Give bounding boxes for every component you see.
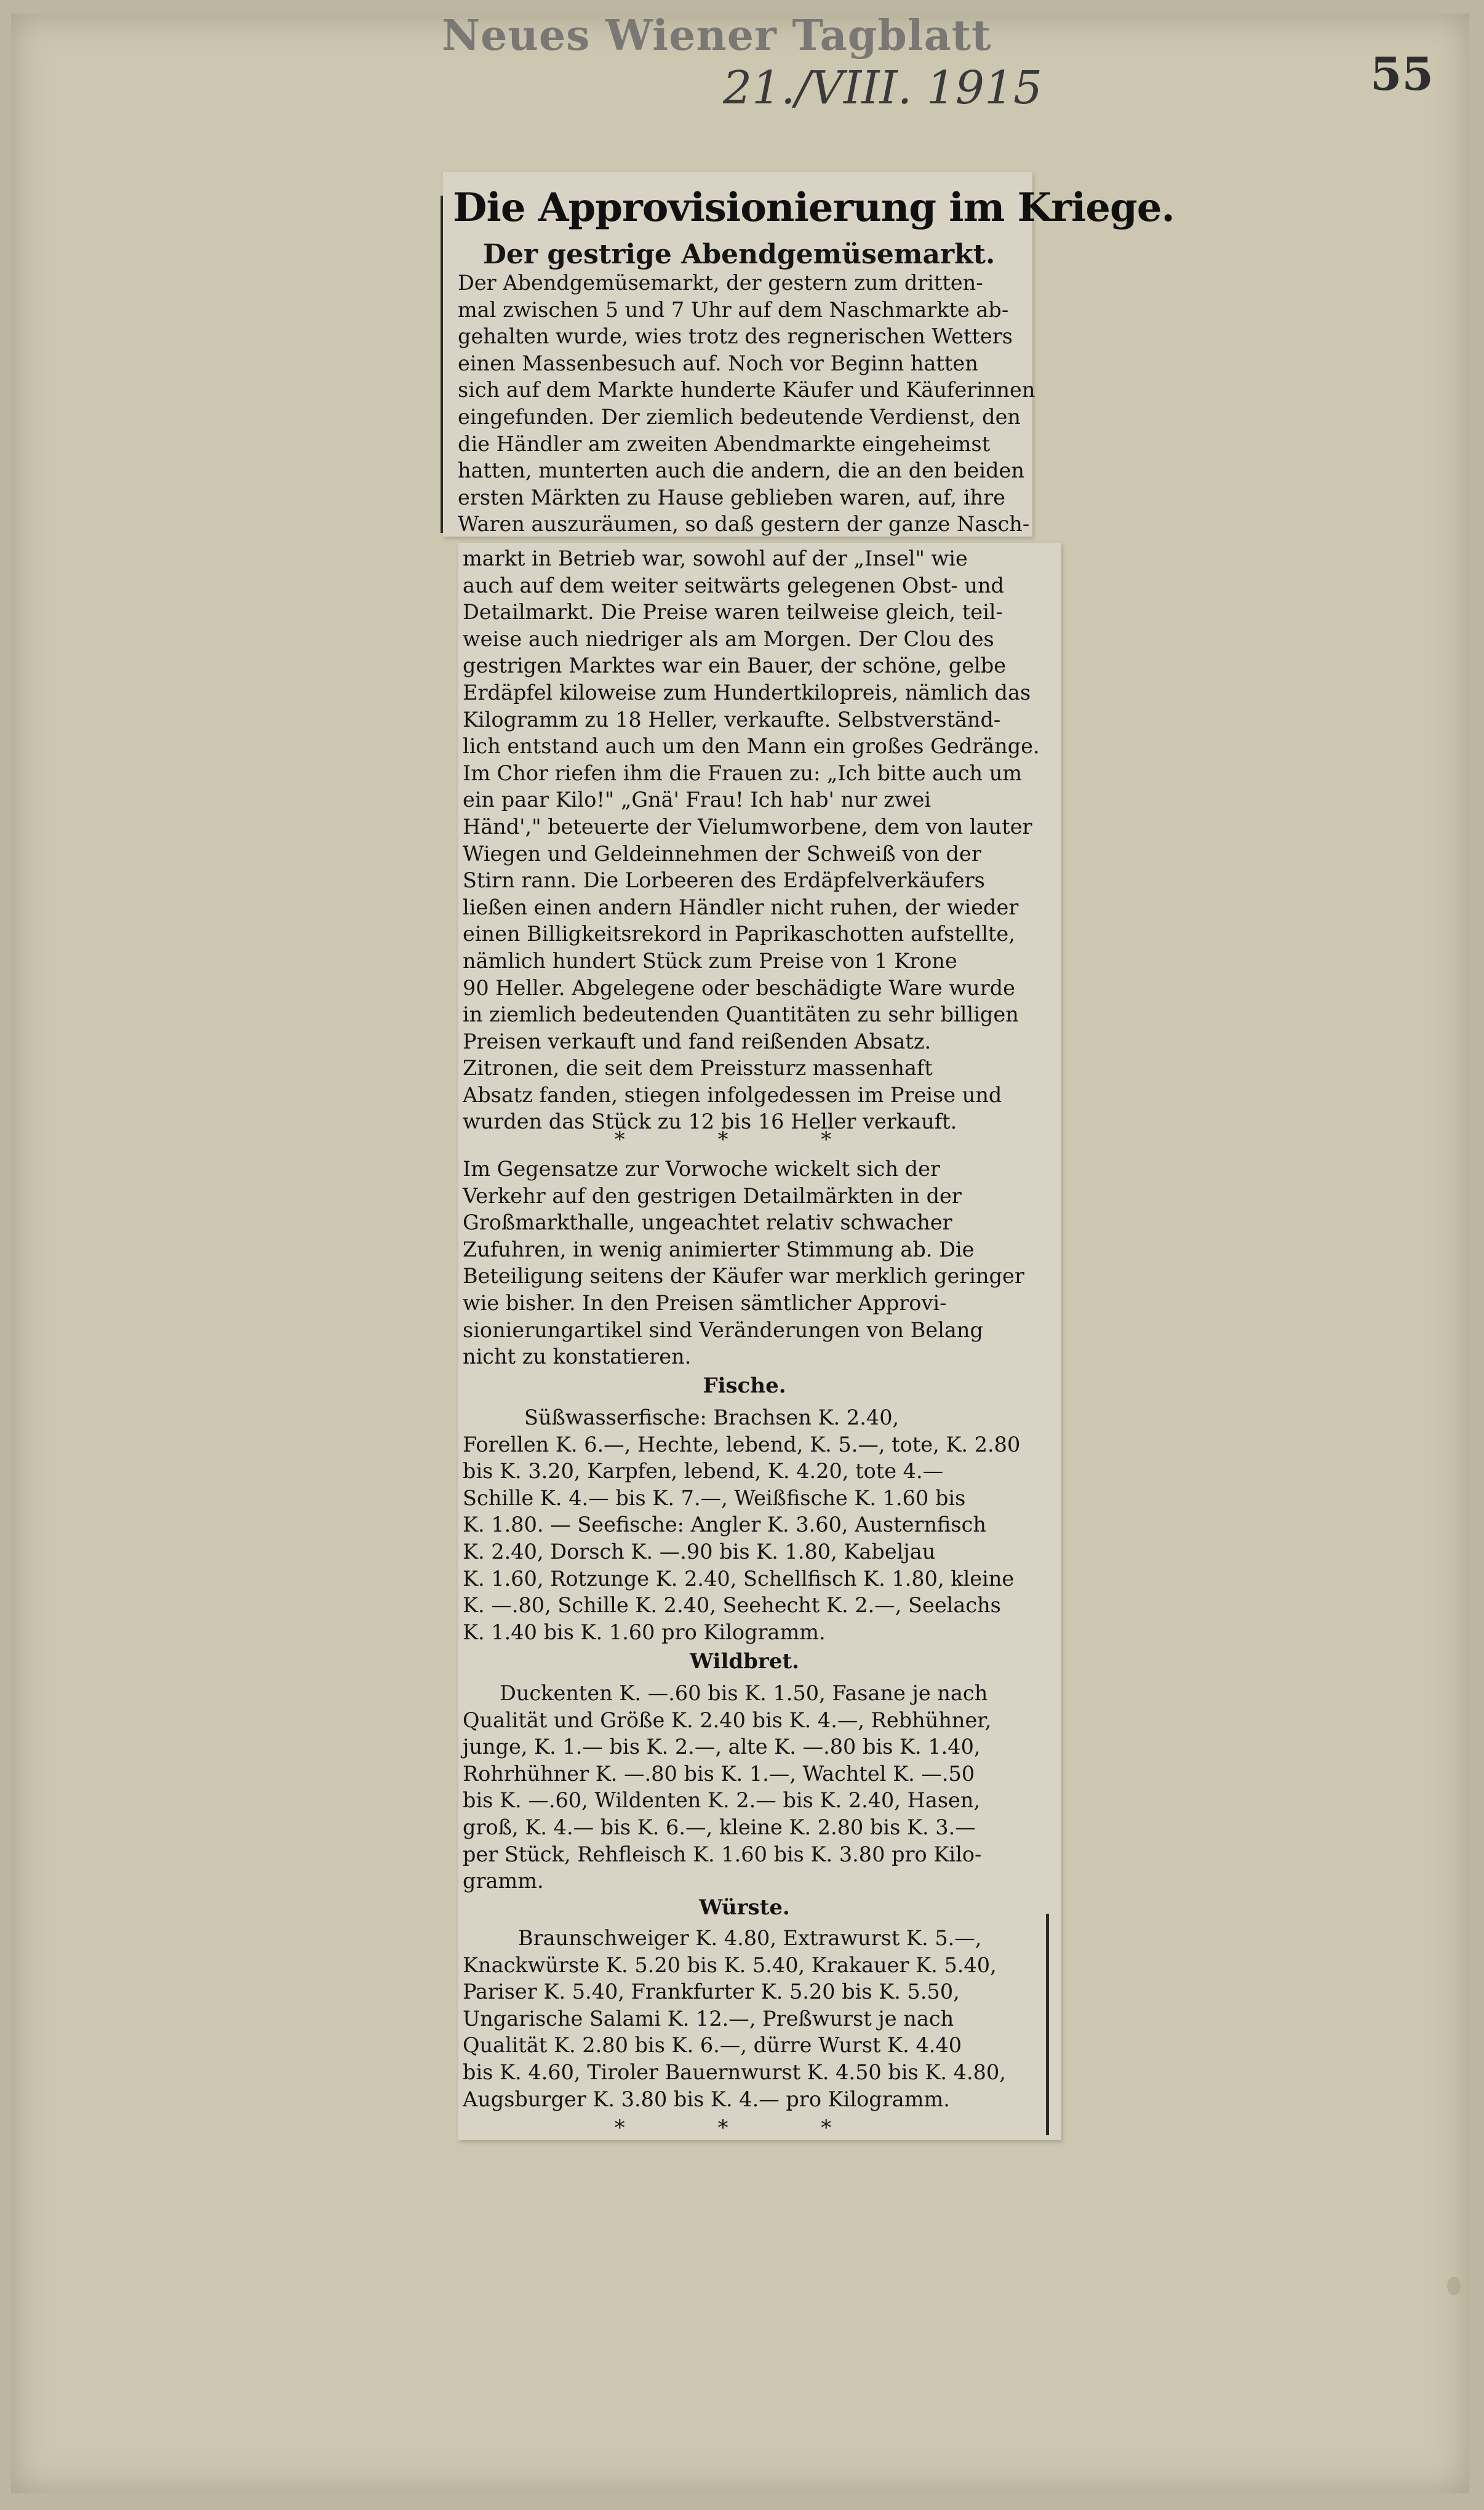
- section-heading-game: Wildbret.: [689, 1649, 800, 1674]
- text-line: Knackwürste K. 5.20 bis K. 5.40, Krakauer K. 5.40,: [463, 1952, 997, 1977]
- text-line: wurden das Stück zu 12 bis 16 Heller verkauft.: [463, 1109, 957, 1134]
- text-line: Absatz fanden, stiegen infolgedessen im Preise und: [463, 1082, 1002, 1107]
- paragraph-detailmarkt: [463, 1156, 1024, 1370]
- text-line: Preisen verkauft und fand reißenden Absatz.: [463, 1029, 931, 1053]
- text-line: per Stück, Rehfleisch K. 1.60 bis K. 3.80 pro Kilo-: [463, 1842, 982, 1866]
- text-line: Rohrhühner K. —.80 bis K. 1.—, Wachtel K. —.50: [463, 1761, 975, 1786]
- text-line: Süßwasserfische: Brachsen K. 2.40,: [524, 1405, 900, 1429]
- text-line: in ziemlich bedeutenden Quantitäten zu sehr billigen: [463, 1002, 1019, 1027]
- text-line: lich entstand auch um den Mann ein großes Gedränge.: [463, 734, 1040, 759]
- text-line: markt in Betrieb war, sowohl auf der „Insel" wie: [463, 546, 968, 570]
- text-line: Pariser K. 5.40, Frankfurter K. 5.20 bis K. 5.50,: [463, 1980, 960, 2004]
- text-line: sich auf dem Markte hunderte Käufer und Käuferinnen: [458, 378, 1035, 402]
- text-line: groß, K. 4.— bis K. 6.—, kleine K. 2.80 bis K. 3.—: [463, 1815, 976, 1839]
- text-line: Zufuhren, in wenig animierter Stimmung ab. Die: [463, 1237, 975, 1261]
- text-line: ließen einen andern Händler nicht ruhen, der wieder: [463, 895, 1019, 919]
- text-line: Im Gegensatze zur Vorwoche wickelt sich der: [463, 1157, 940, 1181]
- text-line: K. —.80, Schille K. 2.40, Seehecht K. 2.—, Seelachs: [463, 1593, 1001, 1618]
- text-line: Duckenten K. —.60 bis K. 1.50, Fasane je nach: [500, 1681, 988, 1705]
- text-line: ersten Märkten zu Hause geblieben waren, auf, ihre: [458, 485, 1005, 510]
- text-line: nicht zu konstatieren.: [463, 1345, 692, 1369]
- paper-stain: [1447, 2277, 1461, 2295]
- paragraph-market: [463, 545, 1040, 1135]
- text-line: sionierungartikel sind Veränderungen von Belang: [463, 1317, 983, 1342]
- text-line: Qualität K. 2.80 bis K. 6.—, dürre Wurst K. 4.40: [463, 2033, 962, 2058]
- text-line: mal zwischen 5 und 7 Uhr auf dem Naschmarkte ab-: [458, 297, 1009, 322]
- text-line: Verkehr auf den gestrigen Detailmärkten in der: [463, 1183, 962, 1208]
- text-line: Stirn rann. Die Lorbeeren des Erdäpfelverkäufers: [463, 868, 985, 893]
- text-line: 90 Heller. Abgelegene oder beschädigte Ware wurde: [463, 975, 1015, 1000]
- text-line: Waren auszuräumen, so daß gestern der ganze Nasch-: [458, 512, 1030, 537]
- text-line: einen Billigkeitsrekord in Paprikaschotten aufstellte,: [463, 922, 1015, 946]
- text-line: K. 1.40 bis K. 1.60 pro Kilogramm.: [463, 1620, 826, 1644]
- text-line: Erdäpfel kiloweise zum Hundertkilopreis, nämlich das: [463, 680, 1031, 705]
- article-title: Die Approvisionierung im Kriege.: [453, 185, 1175, 231]
- text-line: Schille K. 4.— bis K. 7.—, Weißfische K. 1.60 bis: [463, 1485, 966, 1510]
- text-line: junge, K. 1.— bis K. 2.—, alte K. —.80 bis K. 1.40,: [463, 1735, 981, 1759]
- text-line: hatten, munterten auch die andern, die an den beiden: [458, 458, 1024, 483]
- paragraph-game: [463, 1680, 1016, 1895]
- text-line: Ungarische Salami K. 12.—, Preßwurst je nach: [463, 2006, 954, 2031]
- text-line: Kilogramm zu 18 Heller, verkaufte. Selbstverständ-: [463, 707, 1001, 732]
- text-line: gehalten wurde, wies trotz des regnerischen Wetters: [458, 324, 1013, 349]
- text-line: Händ'," beteuerte der Vielumworbene, dem von lauter: [463, 814, 1032, 839]
- text-line: bis K. 4.60, Tiroler Bauernwurst K. 4.50 bis K. 4.80,: [463, 2060, 1006, 2084]
- text-line: gestrigen Marktes war ein Bauer, der schöne, gelbe: [463, 653, 1007, 678]
- text-line: nämlich hundert Stück zum Preise von 1 Krone: [463, 948, 957, 973]
- text-line: die Händler am zweiten Abendmarkte eingeheimst: [458, 431, 991, 456]
- newspaper-stamp: Neues Wiener Tagblatt: [442, 11, 992, 60]
- section-heading-sausage: Würste.: [699, 1895, 790, 1920]
- text-line: Braunschweiger K. 4.80, Extrawurst K. 5.—,: [518, 1926, 982, 1950]
- handwritten-date: 21./VIII. 1915: [723, 62, 1043, 114]
- text-line: K. 1.80. — Seefische: Angler K. 3.60, Austernfisch: [463, 1513, 986, 1537]
- column-rule-left: [441, 196, 443, 533]
- paragraph-intro: [458, 270, 1035, 538]
- text-line: Der Abendgemüsemarkt, der gestern zum dritten-: [458, 271, 983, 295]
- column-rule-right: [1046, 1914, 1049, 2135]
- paragraph-fish: [463, 1404, 1021, 1645]
- page-number: 55: [1370, 48, 1434, 101]
- text-line: Im Chor riefen ihm die Frauen zu: „Ich bitte auch um: [463, 761, 1023, 785]
- paragraph-sausage: [463, 1925, 1016, 2112]
- article-subtitle: Der gestrige Abendgemüsemarkt.: [482, 239, 995, 270]
- section-divider: * * *: [614, 1127, 875, 1152]
- text-line: Forellen K. 6.—, Hechte, lebend, K. 5.—, tote, K. 2.80: [463, 1432, 1021, 1457]
- section-heading-fish: Fische.: [703, 1373, 786, 1398]
- text-line: einen Massenbesuch auf. Noch vor Beginn hatten: [458, 351, 978, 375]
- text-line: Detailmarkt. Die Preise waren teilweise gleich, teil-: [463, 600, 1003, 625]
- text-line: Zitronen, die seit dem Preissturz massenhaft: [463, 1056, 933, 1081]
- text-line: Großmarkthalle, ungeachtet relativ schwacher: [463, 1210, 952, 1235]
- text-line: weise auch niedriger als am Morgen. Der Clou des: [463, 626, 994, 651]
- text-line: K. 1.60, Rotzunge K. 2.40, Schellfisch K. 1.80, kleine: [463, 1566, 1015, 1591]
- text-line: eingefunden. Der ziemlich bedeutende Verdienst, den: [458, 404, 1021, 429]
- section-divider: * * *: [614, 2116, 875, 2140]
- text-line: Augsburger K. 3.80 bis K. 4.— pro Kilogramm.: [463, 2087, 950, 2111]
- text-line: wie bisher. In den Preisen sämtlicher Approvi-: [463, 1290, 947, 1315]
- text-line: auch auf dem weiter seitwärts gelegenen Obst- und: [463, 573, 1004, 598]
- text-line: gramm.: [463, 1869, 544, 1893]
- text-line: Beteiligung seitens der Käufer war merklich geringer: [463, 1264, 1024, 1289]
- text-line: K. 2.40, Dorsch K. —.90 bis K. 1.80, Kabeljau: [463, 1539, 936, 1564]
- text-line: bis K. —.60, Wildenten K. 2.— bis K. 2.40, Hasen,: [463, 1788, 981, 1813]
- text-line: Qualität und Größe K. 2.40 bis K. 4.—, Rebhühner,: [463, 1708, 992, 1732]
- text-line: ein paar Kilo!" „Gnä' Frau! Ich hab' nur zwei: [463, 788, 931, 812]
- text-line: Wiegen und Geldeinnehmen der Schweiß von der: [463, 841, 981, 866]
- text-line: bis K. 3.20, Karpfen, lebend, K. 4.20, tote 4.—: [463, 1459, 944, 1484]
